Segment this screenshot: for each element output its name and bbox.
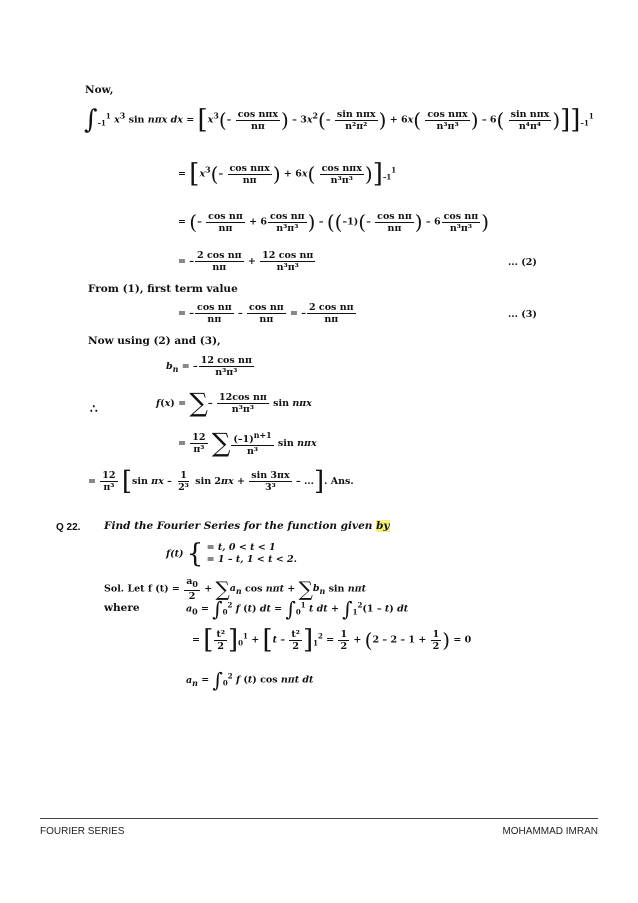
eq-ref-3: ... (3) [508,309,537,320]
question-number: Q 22. [56,522,81,533]
footer-divider [40,818,598,819]
fx-series-equation: f(x) = ∑– $\frac{\text{12cos nπ}}{\text{n³π³}}$ sin nπx [156,388,312,419]
from-1-label: From (1), first term value [88,283,238,295]
piece-2: = 1 – t, 1 < t < 2. [206,554,297,565]
now-using-label: Now using (2) and (3), [88,335,221,347]
piecewise-function: f(t) { = t, 0 < t < 1 = 1 – t, 1 < t < 2. [166,539,297,569]
solution-line: Sol. Let f (t) = $\frac{a_0}{2}$ + $\sum a_n$ $\cos n\pi t + \sum b_n$ sin nπt [104,576,366,602]
fx-expanded: = $\frac{12}{\text{π³}}$ [sin πx – $\frac{1}{\text{2³}}$ sin 2πx + $\frac{\sin 3\pi x}{\text{3³}}$ – ...]. Ans. [88,466,354,497]
equation-first-term: = – $\frac{\text{cos nπ}}{n\pi}$ – $\frac{\text{cos nπ}}{n\pi}$ = – $\frac{\text{2 cos nπ}}{n\pi}$ [178,302,354,325]
bn-equation: $b_n$ = – $\frac{\text{12 cos nπ}}{\text{n³π³}}$ [166,355,252,378]
now-label: Now, [85,84,114,96]
func-name: f(t) [166,548,184,560]
equation-step-4: = – $\frac{\text{2 cos nπ}}{n\pi}$ + $\frac{\text{12 cos nπ}}{\text{n³π³}}$ [178,250,314,273]
integral-equation: $\int_{-1}^1$ $x^3$ sin nπx dx = [$x^3(-$ $\frac{\text{cos nπx}}{n\pi}$ ) – $3x^2(-$ $\frac{\text{sin nπx}}{\text{n²π²}}$ ) + 6x( $\frac{\text{cos nπx}}{\text{n³π³}}$ ) – 6( $\frac{\text{sin nπx}}{\text{n⁴π⁴}}$ )]]$_{-1}^1$ [84,105,594,135]
piece-1: = t, 0 < t < 1 [206,542,276,553]
sol-label: Sol. [104,583,125,595]
therefore-symbol: ∴ [90,402,98,416]
equation-step-3: = (– $\frac{\text{cos nπ}}{n\pi}$ + 6 $\frac{\text{cos nπ}}{\text{n³π³}}$ ) – ((–1)(– $\frac{\text{cos nπ}}{n\pi}$ ) – 6 $\frac{\text{cos nπ}}{\text{n³π³}}$ ) [178,210,490,234]
eq-ref-2: ... (2) [508,257,537,268]
let-text: Let f (t) = [127,583,180,595]
equation-step-2: = [$x^3(-$ $\frac{\text{cos nπx}}{n\pi}$ ) + 6x( $\frac{\text{cos nπx}}{\text{n³π³}}$ )]$_{-1}^1$ [178,159,397,189]
fx-series-simplified: = $\frac{12}{\text{π³}}$ ∑ $\frac{(-1)^{n+1}}{\text{n³}}$ sin nπx [178,428,317,459]
an-equation: $a_n = \int_0^2$ f (t) cos nπt dt [186,668,314,692]
question-text-highlight: by [376,520,390,532]
question-text-main: Find the Fourier Series for the function given [104,520,373,532]
where-label: where [104,602,140,614]
question-text [104,520,390,532]
ans-label: Ans. [330,476,354,487]
footer-left: FOURIER SERIES [40,826,125,837]
a0-equation: $a_0 = \int_0^2$ f (t) dt = $\int_0^1$ t dt + $\int_1^2(1 - t)$ dt [186,597,409,621]
a0-evaluation: = [ $\frac{\text{t²}}{2}$ ]$_0^1 + [t$ – $\frac{\text{t²}}{2}$ ]$_1^2$ = $\frac{1}{2}$ + (2 – 2 – 1 + $\frac{1}{2}$ ) = 0 [192,625,472,655]
footer-right: MOHAMMAD IMRAN [502,826,598,837]
